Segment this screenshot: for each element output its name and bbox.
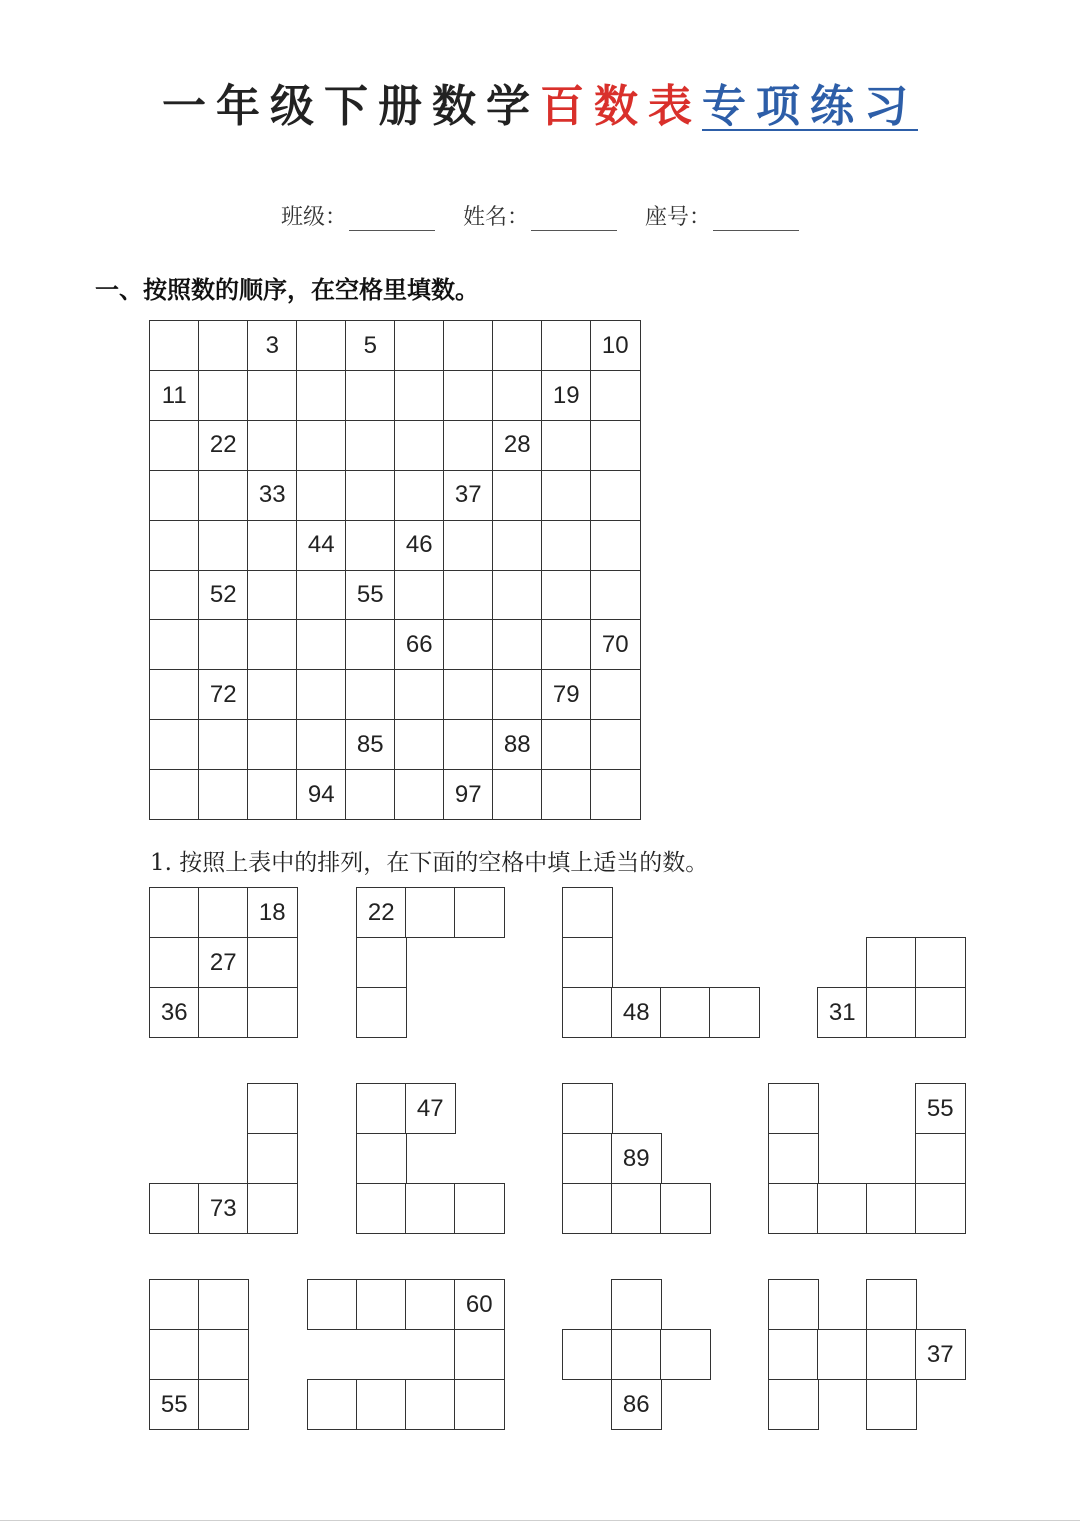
title-grade-part: 一年级下册数学 (162, 81, 540, 132)
puzzle-cell[interactable] (866, 987, 917, 1038)
hundred-chart-cell: 70 (590, 619, 641, 670)
hundred-chart-cell[interactable] (198, 520, 249, 571)
hundred-chart-cell[interactable] (247, 370, 298, 421)
hundred-chart-cell[interactable] (492, 320, 543, 371)
puzzle-cell[interactable] (307, 1279, 358, 1330)
hundred-chart-cell[interactable] (590, 470, 641, 521)
hundred-chart-cell[interactable] (296, 370, 347, 421)
puzzle-cell[interactable] (915, 1183, 966, 1234)
hundred-chart-cell[interactable] (492, 619, 543, 670)
hundred-chart-cell[interactable] (443, 370, 494, 421)
hundred-chart-cell: 52 (198, 570, 249, 621)
hundred-chart-cell: 37 (443, 470, 494, 521)
hundred-chart-cell[interactable] (394, 370, 445, 421)
hundred-chart-cell[interactable] (443, 619, 494, 670)
puzzle-cell[interactable] (247, 987, 298, 1038)
hundred-chart-cell[interactable] (296, 470, 347, 521)
hundred-chart-cell[interactable] (247, 719, 298, 770)
puzzle-cell[interactable] (562, 1083, 613, 1134)
hundred-chart-cell: 97 (443, 769, 494, 820)
puzzle-cell[interactable] (149, 887, 200, 938)
hundred-chart-cell: 19 (541, 370, 592, 421)
hundred-chart-cell[interactable] (198, 619, 249, 670)
hundred-chart-cell[interactable] (492, 669, 543, 720)
hundred-chart-cell[interactable] (541, 320, 592, 371)
puzzle-cell: 55 (915, 1083, 966, 1134)
title-practice-part: 专项练习 (702, 81, 918, 132)
hundred-chart-cell: 72 (198, 669, 249, 720)
hundred-chart-cell[interactable] (345, 420, 396, 471)
hundred-chart-cell[interactable] (394, 669, 445, 720)
hundred-chart-cell[interactable] (296, 669, 347, 720)
hundred-chart-cell[interactable] (443, 669, 494, 720)
puzzle-cell[interactable] (454, 887, 505, 938)
hundred-chart-cell[interactable] (590, 520, 641, 571)
hundred-chart-cell[interactable] (394, 719, 445, 770)
hundred-chart-cell: 28 (492, 420, 543, 471)
hundred-chart-cell: 33 (247, 470, 298, 521)
puzzle-cell[interactable] (356, 1279, 407, 1330)
puzzle-cell[interactable] (454, 1183, 505, 1234)
puzzle-cell[interactable] (768, 1329, 819, 1380)
hundred-chart-cell: 88 (492, 719, 543, 770)
hundred-chart-cell[interactable] (149, 619, 200, 670)
hundred-chart-cell[interactable] (541, 570, 592, 621)
puzzle-cell[interactable] (562, 1183, 613, 1234)
puzzle-cell[interactable] (405, 887, 456, 938)
puzzle-cell[interactable] (817, 1183, 868, 1234)
hundred-chart-cell[interactable] (541, 619, 592, 670)
puzzle-cell[interactable] (817, 1329, 868, 1380)
puzzle-cell[interactable] (454, 1329, 505, 1380)
hundred-chart-cell[interactable] (443, 719, 494, 770)
hundred-chart-cell[interactable] (394, 570, 445, 621)
hundred-chart-cell[interactable] (149, 420, 200, 471)
hundred-chart-cell[interactable] (541, 470, 592, 521)
puzzle-cell[interactable] (660, 1183, 711, 1234)
puzzle-cell: 31 (817, 987, 868, 1038)
hundred-chart-cell[interactable] (198, 370, 249, 421)
hundred-chart-cell: 5 (345, 320, 396, 371)
puzzle-cell: 47 (405, 1083, 456, 1134)
hundred-chart-cell[interactable] (492, 570, 543, 621)
puzzle-cell[interactable] (768, 1379, 819, 1430)
puzzle-cell[interactable] (149, 1329, 200, 1380)
puzzle-cell[interactable] (768, 1183, 819, 1234)
page-bottom-rule (0, 1520, 1080, 1521)
hundred-chart-cell[interactable] (394, 420, 445, 471)
hundred-chart-cell[interactable] (296, 570, 347, 621)
puzzle-cell[interactable] (611, 1329, 662, 1380)
hundred-chart-cell[interactable] (149, 520, 200, 571)
hundred-chart-cell[interactable] (296, 619, 347, 670)
hundred-chart-cell[interactable] (247, 520, 298, 571)
name-label: 姓名： (462, 205, 529, 230)
hundred-chart-cell: 66 (394, 619, 445, 670)
hundred-chart-cell[interactable] (247, 669, 298, 720)
puzzle-cell[interactable] (247, 1083, 298, 1134)
hundred-chart-cell[interactable] (149, 570, 200, 621)
hundred-chart-cell[interactable] (541, 769, 592, 820)
hundred-chart-cell[interactable] (590, 570, 641, 621)
puzzle-cell: 22 (356, 887, 407, 938)
hundred-chart-cell: 3 (247, 320, 298, 371)
hundred-chart-cell[interactable] (590, 669, 641, 720)
hundred-chart-cell[interactable] (541, 420, 592, 471)
puzzle-cell[interactable] (247, 1183, 298, 1234)
hundred-chart-cell[interactable] (345, 769, 396, 820)
puzzle-cell: 36 (149, 987, 200, 1038)
hundred-chart-cell: 22 (198, 420, 249, 471)
hundred-chart-cell[interactable] (198, 769, 249, 820)
puzzle-cell[interactable] (356, 1379, 407, 1430)
puzzle-cell[interactable] (149, 1183, 200, 1234)
section-one-title: 一、按照数的顺序，在空格里填数。 (95, 276, 479, 304)
puzzle-cell: 18 (247, 887, 298, 938)
hundred-chart-cell[interactable] (345, 669, 396, 720)
puzzle-cell[interactable] (562, 987, 613, 1038)
puzzle-cell[interactable] (562, 887, 613, 938)
hundred-chart-cell[interactable] (492, 370, 543, 421)
hundred-chart-cell[interactable] (492, 520, 543, 571)
hundred-chart-cell[interactable] (345, 619, 396, 670)
puzzle-cell: 89 (611, 1133, 662, 1184)
class-label: 班级： (280, 205, 347, 230)
hundred-chart-cell: 85 (345, 719, 396, 770)
puzzle-cell[interactable] (915, 987, 966, 1038)
puzzle-cell[interactable] (454, 1379, 505, 1430)
puzzle-cell: 48 (611, 987, 662, 1038)
hundred-chart-cell[interactable] (394, 320, 445, 371)
hundred-chart-cell[interactable] (590, 769, 641, 820)
puzzle-cell[interactable] (866, 1329, 917, 1380)
puzzle-cell[interactable] (768, 1279, 819, 1330)
hundred-chart-cell[interactable] (541, 520, 592, 571)
puzzle-cell[interactable] (866, 937, 917, 988)
title-hundred-chart-part: 百数表 (540, 81, 702, 132)
puzzle-cell[interactable] (405, 1183, 456, 1234)
puzzle-cell: 37 (915, 1329, 966, 1380)
hundred-chart-cell[interactable] (541, 719, 592, 770)
hundred-chart-cell[interactable] (247, 619, 298, 670)
hundred-chart-cell[interactable] (149, 669, 200, 720)
puzzle-cell[interactable] (611, 1183, 662, 1234)
hundred-chart-cell: 55 (345, 570, 396, 621)
puzzle-cell[interactable] (866, 1183, 917, 1234)
puzzle-cell[interactable] (562, 1329, 613, 1380)
puzzle-cell[interactable] (611, 1279, 662, 1330)
puzzle-cell[interactable] (198, 1279, 249, 1330)
hundred-chart-cell[interactable] (394, 769, 445, 820)
puzzle-cell[interactable] (709, 987, 760, 1038)
hundred-chart-cell[interactable] (345, 370, 396, 421)
hundred-chart-cell[interactable] (198, 320, 249, 371)
puzzle-cell[interactable] (198, 887, 249, 938)
hundred-chart-cell[interactable] (590, 719, 641, 770)
puzzle-cell: 27 (198, 937, 249, 988)
puzzle-cell[interactable] (562, 937, 613, 988)
hundred-chart-cell[interactable] (443, 320, 494, 371)
hundred-chart-cell: 44 (296, 520, 347, 571)
hundred-chart-cell[interactable] (345, 470, 396, 521)
puzzle-cell[interactable] (405, 1379, 456, 1430)
puzzle-cell[interactable] (149, 937, 200, 988)
puzzle-cell[interactable] (356, 937, 407, 988)
puzzle-cell: 86 (611, 1379, 662, 1430)
hundred-chart-cell[interactable] (247, 570, 298, 621)
hundred-chart-cell[interactable] (443, 420, 494, 471)
hundred-chart-cell[interactable] (296, 320, 347, 371)
puzzle-cell[interactable] (915, 1133, 966, 1184)
question-one-text: 1. 按照上表中的排列，在下面的空格中填上适当的数。 (150, 850, 709, 876)
hundred-chart-cell: 46 (394, 520, 445, 571)
hundred-chart-cell[interactable] (296, 719, 347, 770)
hundred-chart-cell[interactable] (149, 719, 200, 770)
puzzle-cell[interactable] (405, 1279, 456, 1330)
puzzle-cell[interactable] (356, 1183, 407, 1234)
puzzle-cell[interactable] (198, 1329, 249, 1380)
puzzle-cell[interactable] (660, 1329, 711, 1380)
puzzle-cell[interactable] (866, 1279, 917, 1330)
hundred-chart-cell: 79 (541, 669, 592, 720)
hundred-chart-cell[interactable] (394, 470, 445, 521)
hundred-chart-cell[interactable] (247, 769, 298, 820)
hundred-chart-cell[interactable] (198, 470, 249, 521)
seat-label: 座号： (645, 205, 712, 230)
hundred-chart-cell: 11 (149, 370, 200, 421)
hundred-chart-cell[interactable] (247, 420, 298, 471)
puzzle-cell[interactable] (307, 1379, 358, 1430)
puzzle-cell[interactable] (247, 1133, 298, 1184)
hundred-chart-cell: 10 (590, 320, 641, 371)
puzzle-cell[interactable] (356, 1083, 407, 1134)
puzzle-cell: 60 (454, 1279, 505, 1330)
puzzle-cell[interactable] (247, 937, 298, 988)
puzzle-cell[interactable] (149, 1279, 200, 1330)
hundred-chart-cell[interactable] (149, 470, 200, 521)
puzzle-cell[interactable] (768, 1083, 819, 1134)
hundred-chart-cell[interactable] (590, 370, 641, 421)
hundred-chart-cell[interactable] (198, 719, 249, 770)
hundred-chart-cell[interactable] (296, 420, 347, 471)
puzzle-cell: 55 (149, 1379, 200, 1430)
puzzle-cell[interactable] (356, 1133, 407, 1184)
puzzle-cell[interactable] (915, 937, 966, 988)
hundred-chart-cell[interactable] (149, 769, 200, 820)
puzzle-cell: 73 (198, 1183, 249, 1234)
hundred-chart-cell[interactable] (443, 570, 494, 621)
puzzle-cell[interactable] (198, 987, 249, 1038)
hundred-chart-cell[interactable] (149, 320, 200, 371)
hundred-chart-cell[interactable] (345, 520, 396, 571)
puzzle-cell[interactable] (660, 987, 711, 1038)
hundred-chart-cell: 94 (296, 769, 347, 820)
puzzle-cell[interactable] (562, 1133, 613, 1184)
puzzle-cell[interactable] (768, 1133, 819, 1184)
hundred-chart-cell[interactable] (590, 420, 641, 471)
puzzle-cell[interactable] (866, 1379, 917, 1430)
hundred-chart-cell[interactable] (492, 470, 543, 521)
puzzle-cell[interactable] (198, 1379, 249, 1430)
hundred-chart-cell[interactable] (492, 769, 543, 820)
hundred-chart-cell[interactable] (443, 520, 494, 571)
puzzle-cell[interactable] (356, 987, 407, 1038)
